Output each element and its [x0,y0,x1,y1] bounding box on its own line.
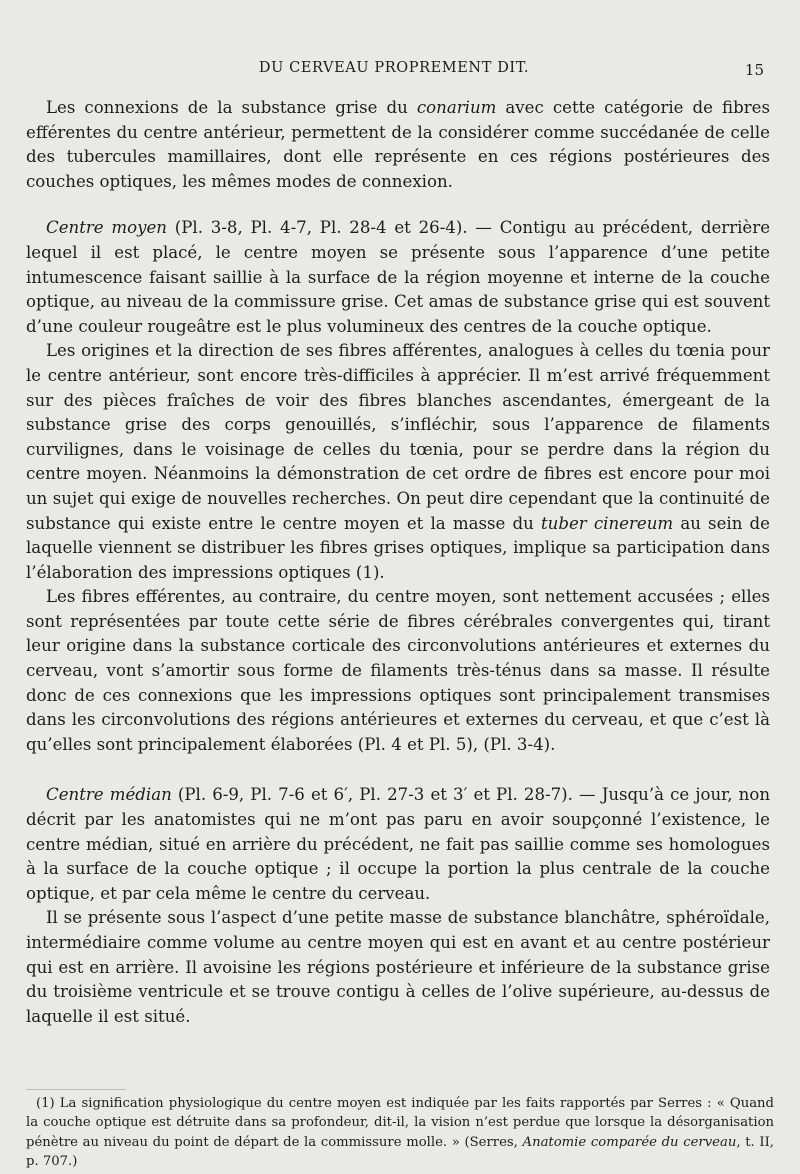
footnote-divider [26,1089,126,1090]
text-run: , t. II, p. 707.) [26,1134,774,1170]
plate-references: (Pl. 3-8, Pl. 4-7, Pl. 28-4 et 26-4). — [167,218,500,238]
page-header [24,60,764,84]
paragraph-aspect: Il se présente sous l’aspect d’une petite masse de substance blanchâtre, sphéroïdale, intermédiaire comme volume au centre moyen qui est en avant et au centre postérieur qui est en arrière. Il avoisine les régions postérieure et inférieure de la substance grise du troisième ventricule et se trouve contigu à celles de l’olive supérieure, au-dessus de laquelle il est situé. [26,908,770,1026]
text-run: Les connexions de la substance grise du [46,98,417,117]
text-run: (1) La signification physiologique du centre moyen est indiquée par les faits rapportés par Serres : « Quand la couche optique est détruite dans sa profondeur, dit-il, la vision n’est perdue que lorsque la désorganisation pénètre au niveau du point de départ de la commissure molle. » (Serres, [26,1096,774,1150]
plate-references: (Pl. 6-9, Pl. 7-6 et 6′, Pl. 27-3 et 3′ et Pl. 28-7). — [171,785,602,805]
paragraph-centre-moyen [26,216,770,339]
section-heading-centre-median: Centre médian [46,785,172,805]
paragraph-fibres-efferentes: Les fibres efférentes, au contraire, du centre moyen, sont nettement accusées ; elles sont représentées par toute cette série de fibres cérébrales convergentes qui, tirant leur origine dans la substance corticale des circonvolutions antérieures et externes du cerveau, vont s’amortir sous forme de filaments très-ténus dans sa masse. Il résulte donc de ces connexions que les impressions optiques sont principalement transmises dans les circonvolutions des régions antérieures et externes du cerveau, et que c’est là qu’elles sont principalement élaborées (Pl. 4 et Pl. 5), (Pl. 3-4). [26,587,770,754]
text-run: au sein de laquelle viennent se distribuer les fibres grises optiques, implique sa participation dans l’élaboration des impressions optiques (1). [26,513,770,582]
footnote-text [26,1094,774,1172]
italic-term: conarium [416,98,497,117]
text-run: Contigu au précédent, derrière lequel il est placé, le centre moyen se présente sous l’apparence d’une petite intumescence faisant saillie à la surface de la région moyenne et interne de la couche optique, au niveau de la commissure grise. Cet amas de substance grise qui est souvent d’une couleur rougeâtre est le plus volumineux des centres de la couche optique. [26,218,771,336]
text-run: Jusqu’à ce jour, non décrit par les anatomistes qui ne m’ont pas paru en avoir soupçonné l’existence, le centre médian, situé en arrière du précédent, ne fait pas saillie comme ses homologues à la surface de la couche optique ; il occupe la portion la plus centrale de la couche optique, et par cela même le centre du cerveau. [26,785,771,903]
main-text [26,96,770,1029]
text-run: Les origines et la direction de ses fibres afférentes, analogues à celles du tœnia pour le centre antérieur, sont encore très-difficiles à apprécier. Il m’est arrivé fréquemment sur des pièces fraîches de voir des fibres blanches ascendantes, émergeant de la substance grise des corps genouillés, s’infléchir, sous l’apparence de filaments curvilignes, dans le voisinage de celles du tœnia, pour se perdre dans la région du centre moyen. Néanmoins la démonstration de cet ordre de fibres est encore pour moi un sujet qui exige de nouvelles recherches. On peut dire cependant que la continuité de substance qui existe entre le centre moyen et la masse du [26,341,770,533]
paragraph-fibres-afferentes [26,339,770,585]
paragraph-conarium [26,96,770,194]
running-title: DU CERVEAU PROPREMENT DIT. [258,60,530,76]
footnote [26,1094,774,1172]
paragraph-centre-median [26,783,770,906]
page-number: 15 [744,61,764,79]
italic-term: tuber cinereum [540,513,674,533]
italic-title: Anatomie comparée du cerveau [522,1134,737,1150]
text-run: avec cette catégorie de fibres efférentes du centre antérieur, permettent de la considérer comme succédanée de celle des tubercules mamillaires, dont elle représente en ces régions postérieures des couches optiques, les mêmes modes de connexion. [26,98,770,191]
section-heading-centre-moyen: Centre moyen [46,218,167,238]
